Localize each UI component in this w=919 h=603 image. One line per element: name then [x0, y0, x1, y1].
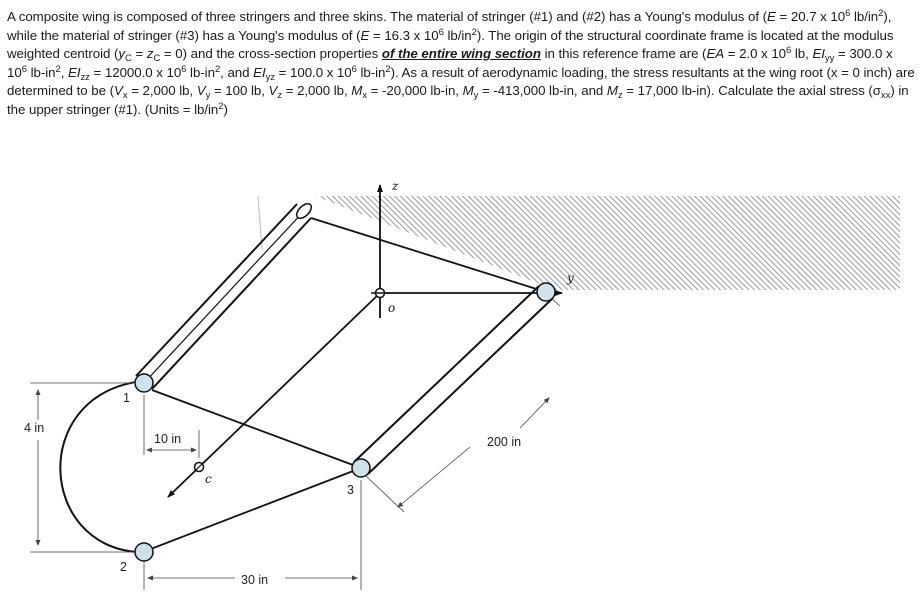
- origin-label: o: [388, 301, 396, 315]
- problem-statement: A composite wing is composed of three stringers and three skins. The material of stringer (#1) and (#2) has a Young's modulus of (E = 20.7 x $10^6$ $lb/in^2$), while the material of stringer (#3) has a Young's modulus of (E = 16.3 x $10^6$ $lb/in^2$). The origin of the structural coordinate frame is located at the modulus weighted centroid $(y_C = z_C = 0)$ and the cross-section properties of the entire wing section in this reference frame are (EA = 2.0 x $10^6$ lb, $EI_{yy} = 300.0$ x $10^6$ $lb-in^2$, $EI_{zz} = 12000.0$ x $10^6$ $lb-in^2$, and $EI_{yz} = 100.0$ x $10^6$ $lb-in^2$). As a result of aerodynamic loading, the stress resultants at the wing root (x = 0 inch) are determined to be ($V_x = 2,000$ lb, $V_y = 100$ lb, $V_z = 2,000$ lb, $M_x = -20,000$ lb-in, $M_y = -413,000$ lb-in, and $M_z = 17,000$ lb-in). Calculate the axial stress $(\sigma_{xx})$ in the upper stringer (#1). (Units = $lb/in^2$): [7, 8, 915, 117]
- dim-span-line-upper-2: [512, 403, 548, 426]
- skin-1-3-tip: [152, 390, 361, 468]
- dim-span-ext-root: [553, 300, 560, 306]
- stringer-3-label: 3: [347, 483, 354, 497]
- dim-span-line-lower: [398, 447, 470, 507]
- skin-2-3-tip: [143, 468, 361, 552]
- leading-edge-skin: [60, 382, 137, 552]
- stringer-3-tube-inner: [368, 298, 553, 474]
- dim-height-label: 4 in: [24, 421, 45, 435]
- y-axis-label: y: [567, 271, 574, 285]
- stringer-3: [352, 459, 370, 477]
- dim-chord-label: 30 in: [241, 573, 269, 587]
- z-axis-label: z: [392, 179, 399, 193]
- stringer-2: [135, 543, 153, 561]
- centroid-label: c: [205, 472, 212, 486]
- emphasis-text: of the entire wing section: [381, 46, 541, 62]
- stringer-tip-root-3: [537, 283, 555, 301]
- stringer-1-tube-outer: [136, 204, 297, 376]
- dim-span-label: 200 in: [487, 435, 522, 449]
- dim-span-arrow-up: [520, 398, 549, 428]
- stringer-2-label: 2: [120, 560, 127, 574]
- dim-span-line-upper: [510, 378, 550, 412]
- stringer-1-label: 1: [123, 391, 130, 405]
- dim-offset-label: 10 in: [154, 432, 182, 446]
- root-wall-hatch: [262, 196, 900, 290]
- stringer-1-tube-mid: [144, 211, 304, 383]
- stringer-1-tube-inner: [152, 218, 311, 389]
- stringer-1: [135, 374, 153, 392]
